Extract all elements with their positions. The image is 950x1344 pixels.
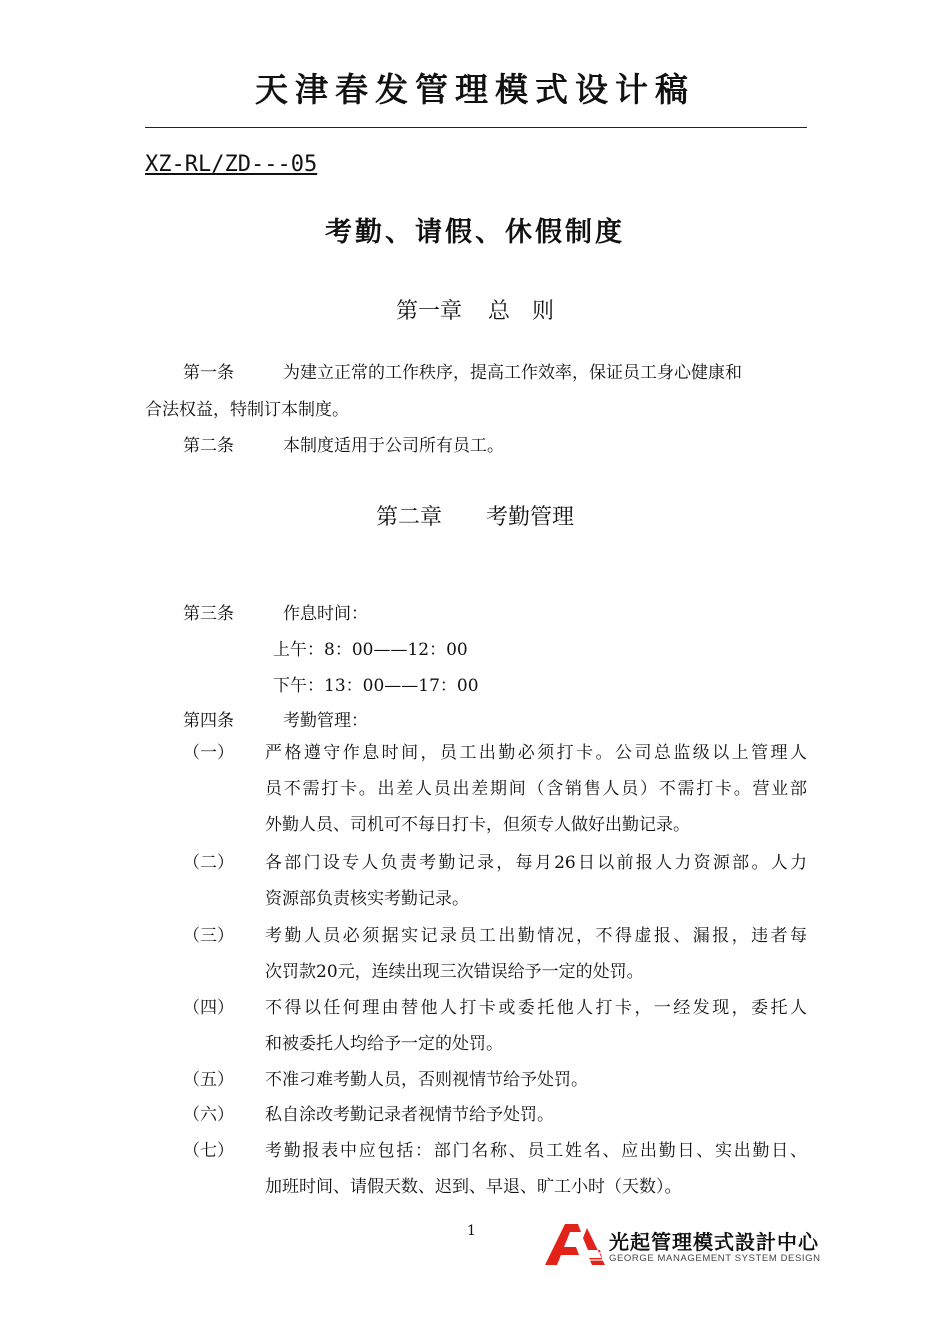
article-3-label: 第三条 [183, 604, 234, 624]
item-3-line-1: 考勤人员必须据实记录员工出勤情况，不得虚报、漏报，违者每 [265, 926, 807, 946]
chapter-1-name: 总 则 [488, 299, 555, 324]
item-1-number: （一） [183, 743, 234, 763]
item-7-line-2: 加班时间、请假天数、迟到、早退、旷工小时（天数）。 [265, 1177, 682, 1197]
chapter-2-heading [0, 500, 950, 531]
company-logo [545, 1222, 821, 1268]
document-code: XZ-RL/ZD---05 [145, 152, 318, 177]
item-6-line-1: 私自涂改考勤记录者视情节给予处罚。 [265, 1105, 554, 1125]
item-4-number: （四） [183, 998, 234, 1018]
item-7-line-1: 考勤报表中应包括：部门名称、员工姓名、应出勤日、实出勤日、 [265, 1141, 807, 1161]
header-rule [145, 127, 807, 128]
chapter-2-name: 考勤管理 [486, 505, 575, 530]
item-4-line-1: 不得以任何理由替他人打卡或委托他人打卡，一经发现，委托人 [265, 998, 807, 1018]
item-2-line-2: 资源部负责核实考勤记录。 [265, 889, 469, 909]
article-4-text: 考勤管理： [283, 711, 368, 731]
schedule-morning: 上午：8：00——12：00 [273, 640, 468, 660]
item-1-line-1: 严格遵守作息时间，员工出勤必须打卡。公司总监级以上管理人 [265, 743, 807, 763]
article-2-label: 第二条 [183, 436, 234, 456]
article-2 [183, 434, 504, 458]
item-6-number: （六） [183, 1105, 234, 1125]
item-4 [265, 990, 807, 1062]
article-3-text: 作息时间： [283, 604, 368, 624]
item-5-line-1: 不准刁难考勤人员，否则视情节给予处罚。 [265, 1070, 588, 1090]
item-4-line-2: 和被委托人均给予一定的处罚。 [265, 1034, 503, 1054]
chapter-2-label: 第二章 [375, 505, 442, 530]
item-1 [265, 735, 807, 843]
item-1-line-2: 员不需打卡。出差人员出差期间（含销售人员）不需打卡。营业部 [265, 779, 807, 799]
logo-mark-icon [545, 1224, 607, 1266]
logo-english-name: GEORGE MANAGEMENT SYSTEM DESIGN [609, 1253, 821, 1264]
article-1-line-1: 为建立正常的工作秩序，提高工作效率，保证员工身心健康和 [283, 363, 742, 383]
schedule-afternoon: 下午：13：00——17：00 [273, 676, 479, 696]
item-7-number: （七） [183, 1141, 234, 1161]
item-7 [265, 1133, 807, 1205]
article-4 [183, 709, 368, 733]
item-3-line-2: 次罚款20元，连续出现三次错误给予一定的处罚。 [265, 962, 644, 982]
article-3 [183, 602, 368, 626]
article-1 [183, 361, 742, 385]
article-2-line-1: 本制度适用于公司所有员工。 [283, 436, 504, 456]
article-4-label: 第四条 [183, 711, 234, 731]
item-3 [265, 918, 807, 990]
article-1-label: 第一条 [183, 363, 234, 383]
chapter-1-heading [0, 294, 950, 325]
item-2 [265, 845, 807, 917]
item-3-number: （三） [183, 926, 234, 946]
item-5 [265, 1062, 807, 1098]
item-2-number: （二） [183, 853, 234, 873]
header-title: 天津春发管理模式设计稿 [255, 70, 695, 109]
item-5-number: （五） [183, 1070, 234, 1090]
item-6 [265, 1097, 807, 1133]
article-1-line-2: 合法权益，特制订本制度。 [145, 400, 349, 420]
document-title: 考勤、请假、休假制度 [325, 217, 625, 248]
chapter-1-label: 第一章 [395, 299, 462, 324]
item-1-line-3: 外勤人员、司机可不每日打卡，但须专人做好出勤记录。 [265, 815, 690, 835]
item-2-line-1: 各部门设专人负责考勤记录，每月26日以前报人力资源部。人力 [265, 853, 807, 873]
logo-chinese-name: 光起管理模式設計中心 [609, 1230, 819, 1254]
page-number: 1 [467, 1223, 476, 1239]
